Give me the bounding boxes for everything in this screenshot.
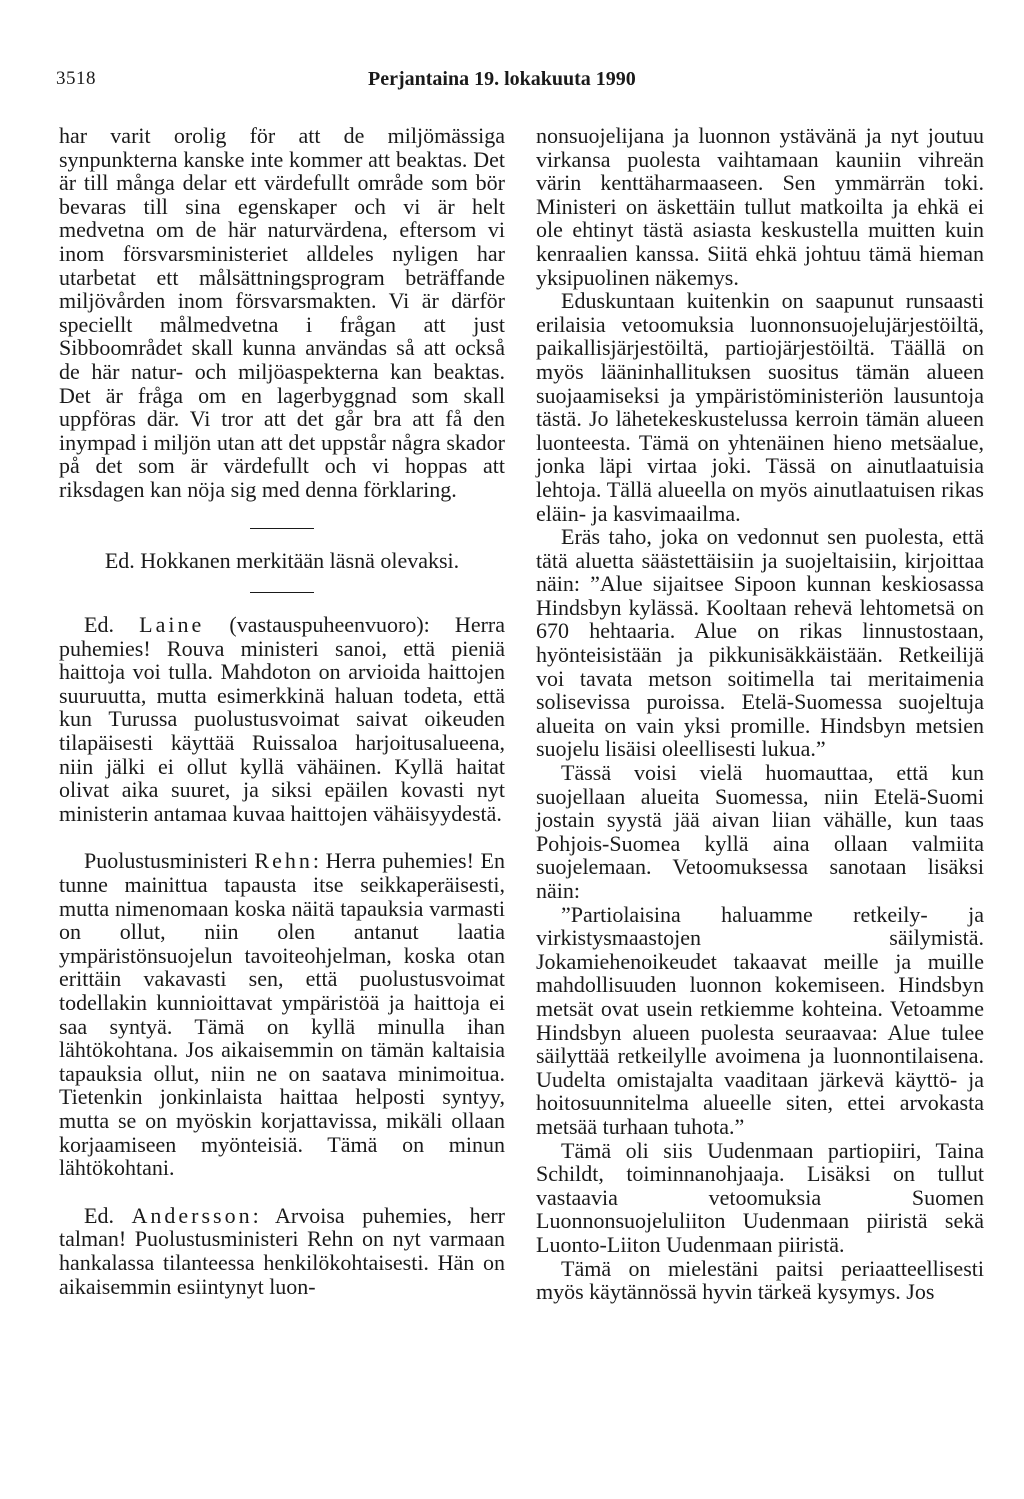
speech-laine (59, 613, 505, 825)
left-column (59, 124, 505, 1298)
speaker-prefix: Ed. (84, 1202, 114, 1228)
speaker-prefix: Ed. (84, 612, 114, 638)
speaker-name: Laine (139, 612, 205, 638)
speaker-prefix: Puolustusministeri (84, 848, 248, 874)
section-divider (250, 592, 314, 593)
right-column (536, 124, 984, 1304)
paragraph: Tämä on mielestäni paitsi periaatteellisesti myös käytännössä hyvin tärkeä kysymys. Jos (536, 1255, 984, 1305)
paragraph: har varit orolig för att de miljömässiga synpunkterna kanske inte kommer att beaktas. Det är till många delar ett värdefullt område som bör bevaras till sina egenskaper och vi är helt medvetna om de här naturvärdena, eftersom vi inom försvarsministeriet alldeles nyligen har utarbetat ett målsättningsprogram beträffande miljövården inom försvarsmakten. Vi är därför speciellt målmedvetna i frågan att just Sibboområdet skall kunna användas så att också de här natur- och miljöaspekterna kan beaktas. Det är fråga om en lagerbyggnad som skall uppföras där. Vi tror att det går bra att få den inympad i miljön utan att det uppstår några skador på det som är värdefullt och vi hoppas att riksdagen kan nöja sig med denna förklaring. (59, 123, 505, 502)
speech-text: : Herra puhemies! En tunne mainittua tapausta itse seikkaperäisesti, mutta nimenomaan koska näitä tapauksia varmasti on ollut, niin olen antanut laatia ympäristönsuojelun tavoiteohjelman, koska otan erittäin vakavasti sen, että puolustusvoimat todellakin kunnioittavat ympäristöä ja haittoja ei saa syntyä. Tämä on kyllä minulla ihan lähtökohtana. Jos aikaisemmin on tämän kaltaisia tapauksia ollut, niin ne on saatava minimoitua. Tietenkin jonkinlaista haittaa helposti syntyy, mutta se on myöskin korjattavissa, mikäli ollaan korjaamiseen myönteisiä. Tämä on minun lähtökohtani. (59, 848, 505, 1181)
quotation: ”Partiolaisina haluamme retkeily- ja virkistysmaastojen säilymistä. Jokamiehenoikeudet takaavat meille ja muille mahdollisuuden luonnon kokemiseen. Hindsbyn metsät ovat usein retkiemme kohteina. Vetoamme Hindsbyn alueen puolesta seuraavaa: Alue tulee säilyttää retkeilylle avoimena ja luonnontilaisena. Uudelta omistajalta vaaditaan järkevä käyttö- ja hoitosuunnitelma alueelle siten, ettei arvokasta metsää turhaan tuhota.” (536, 901, 984, 1139)
paragraph: nonsuojelijana ja luonnon ystävänä ja nyt joutuu virkansa puolesta vaihtamaan kauniin vihreän värin kenttäharmaaseen. Sen ymmärrän toki. Ministeri on äskettäin tullut matkoilta ja ehkä ei ole ehtinyt tästä asiasta keskustella muitten kuin kenraalien kanssa. Siitä ehkä johtuu tämä hieman yksipuolinen näkemys. (536, 123, 984, 290)
paragraph: Eräs taho, joka on vedonnut sen puolesta, että tätä aluetta säästettäisiin ja suojeltaisiin, kirjoittaa näin: ”Alue sijaitsee Sipoon kunnan keskiosassa Hindsbyn kylässä. Kooltaan rehevä lehtometsä on 670 hehtaaria. Alue on rikas linnustostaan, hyönteisistään ja pikkunisäkkäistään. Retkeilijä voi tavata metson soitimella tai meritaimenia solisevissa puroissa. Etelä-Suomessa suojeltuja alueita on vain yksi promille. Hindsbyn metsien suojelu lisäisi oleellisesti lukua.” (536, 524, 984, 762)
paragraph: Eduskuntaan kuitenkin on saapunut runsaasti erilaisia vetoomuksia luonnonsuojelujärjestöiltä, paikallisjärjestöiltä, partiojärjestöiltä. Täällä on myös lääninhallituksen suositus tämän alueen suojaamiseksi ja ympäristöministeriön lausuntoja tästä. Jo lähetekeskustelussa kerroin tämän alueen luonteesta. Tämä on yhtenäinen hieno metsäalue, jonka läpi virtaa joki. Tässä on ainutlaatuisia lehtoja. Tällä alueella on myös ainutlaatuisen rikas eläin- ja kasvimaailma. (536, 288, 984, 526)
paragraph-hokkanen: Ed. Hokkanen merkitään läsnä olevaksi. (104, 547, 460, 573)
speaker-name: Rehn (254, 848, 313, 874)
section-divider (250, 528, 314, 529)
running-head: Perjantaina 19. lokakuuta 1990 (368, 68, 636, 90)
paragraph: Tämä oli siis Uudenmaan partiopiiri, Taina Schildt, toiminnanohjaaja. Lisäksi on tullut vastaavia vetoomuksia Suomen Luonnonsuojeluliiton Uudenmaan piiristä sekä Luonto-Liiton Uudenmaan piiristä. (536, 1137, 984, 1257)
speech-andersson (59, 1204, 505, 1298)
paragraph: Tässä voisi vielä huomauttaa, että kun suojellaan alueita Suomessa, niin Etelä-Suomi jostain syystä jää aivan liian vähälle, kun taas Pohjois-Suomea kyllä aina ollaan valmiita suojelemaan. Vetoomuksessa sanotaan lisäksi näin: (536, 760, 984, 903)
speech-text: : Arvoisa puhemies, herr talman! Puolustusministeri Rehn on nyt varmaan hankalassa tilanteessa henkilökohtaisesti. Hän on aikaisemmin esiintynyt luon- (59, 1202, 505, 1299)
speech-text: (vastauspuheenvuoro): Herra puhemies! Rouva ministeri sanoi, että pieniä haittoja voi tulla. Mahdoton on arvioida haittojen suuruutta, mutta esimerkkinä haluan todeta, että kun Turussa puolustusvoimat saivat oikeuden tilapäisesti käyttää Ruissaloa harjoitusalueena, niin jälki ei ollut kyllä vähäinen. Kyllä haitat olivat aika suuret, ja siksi epäilen kovasti nyt ministerin antamaa kuvaa haittojen vähäisyydestä. (59, 612, 506, 826)
page-header (56, 68, 976, 94)
page-number: 3518 (56, 68, 96, 89)
speaker-name: Andersson (131, 1202, 253, 1228)
speech-rehn (59, 849, 505, 1179)
